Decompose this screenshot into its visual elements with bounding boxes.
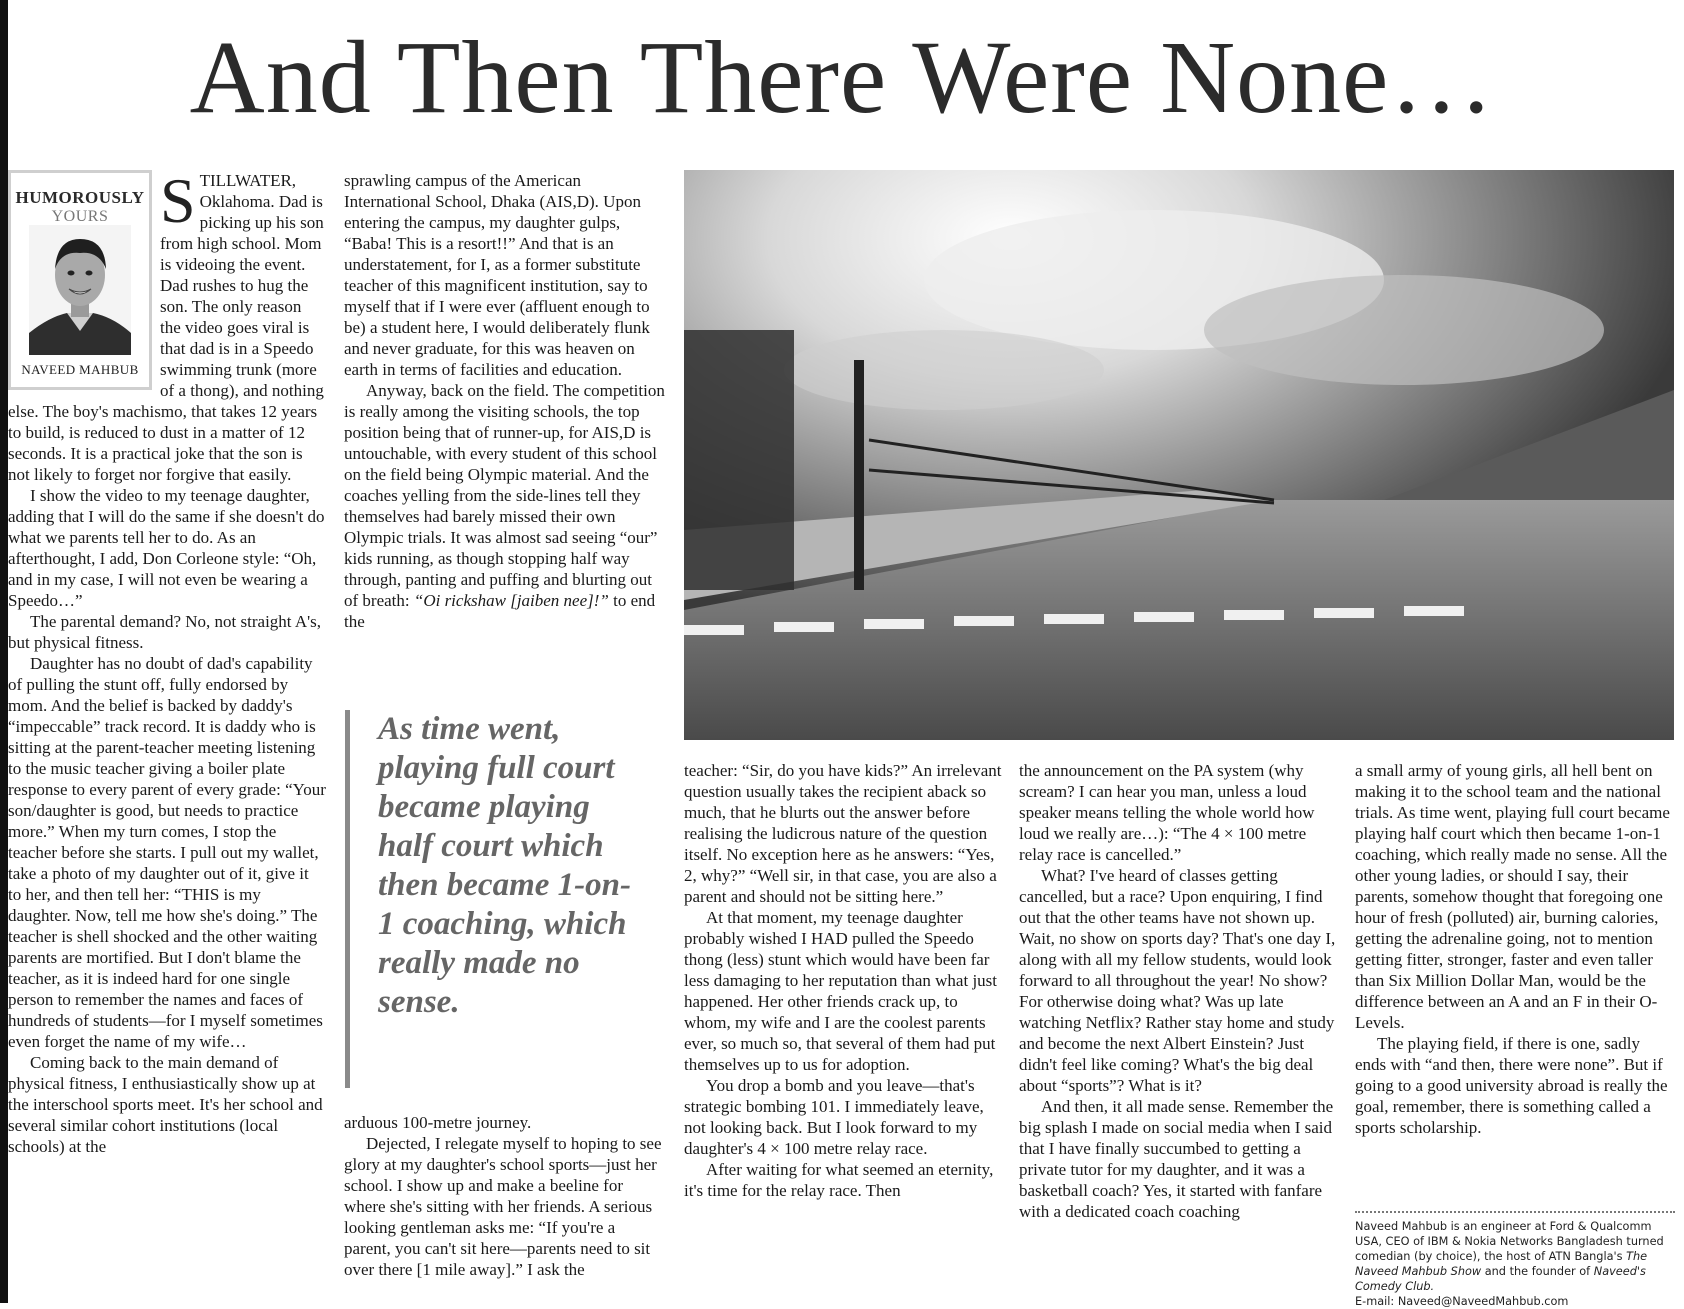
- paragraph-text: to end the: [344, 591, 656, 631]
- paragraph: sprawling campus of the American International School, Dhaka (AIS,D). Upon entering the campus, my daughter gulps, “Baba! This is a resort!!” And that is an understatement, for I, as a former substitute teacher of this magnificent institution, say to myself that if I were ever (affluent enough to be) a student here, I would deliberately flunk and never graduate, for this was heaven on earth in terms of facilities and education.: [344, 171, 650, 379]
- paragraph: The parental demand? No, not straight A's, but physical fitness.: [8, 612, 322, 652]
- paragraph: a small army of young girls, all hell bent on making it to the school team and the national trials. As time went, playing full court became playing half court which then became 1-on-1 coaching, which really made no sense. All the other young ladies, or should I say, their parents, somehow thought that foregoing one hour of fresh (polluted) air, burning calories, getting the adrenaline going, not to mention getting fitter, stronger, faster and even taller than Six Million Dollar Man, would be the difference between an A and an F in their O-Levels.: [1355, 761, 1670, 1032]
- column-4: [1019, 760, 1337, 1222]
- column-2-bottom: [344, 1112, 666, 1280]
- paragraph: Dejected, I relegate myself to hoping to see glory at my daughter's school sports—just her school. I show up and make a beeline for where she's sitting with her friends. A serious looking gentleman asks me: “If you're a parent, you can't sit here—parents need to sit over there [1 mile away].” I ask the: [344, 1134, 662, 1279]
- race-track-photo: [684, 170, 1674, 740]
- paragraph: After waiting for what seemed an eternity, it's time for the relay race. Then: [684, 1160, 994, 1200]
- column-title: HUMOROUSLY: [15, 188, 145, 207]
- show-name: The Naveed Mahbub Show: [1355, 1250, 1648, 1278]
- pull-quote: As time went, playing full court became playing half court which then became 1-on-1 coaching, which really made no sense.: [345, 710, 635, 1088]
- author-portrait: [29, 225, 131, 355]
- left-edge-bar: [0, 0, 8, 1303]
- column-1: [8, 165, 326, 1157]
- author-name: NAVEED MAHBUB: [21, 362, 139, 377]
- column-header-box: [8, 170, 152, 390]
- paragraph: Daughter has no doubt of dad's capability of pulling the stunt off, fully endorsed by mom. And the belief is backed by daddy's “impeccable” track record. It is daddy who is sitting at the parent-teacher meeting listening to the music teacher giving a boiler plate response to every parent of every grade: “Your son/daughter is good, but needs to practice more.” When my turn comes, I stop the teacher before she starts. I pull out my wallet, take a photo of my daughter out of it, give it to her, and then tell her: “THIS is my daughter. Now, tell me how she's doing.” The teacher is shell shocked and the other waiting parents are mortified. But I don't blame the teacher, as it is indeed hard for one single person to remember the names and faces of hundreds of students—for I myself sometimes even forget the name of my wife…: [8, 654, 326, 1051]
- column-5: [1355, 760, 1675, 1138]
- paragraph: And then, it all made sense. Remember the big splash I made on social media when I said that I have finally succumbed to getting a private tutor for my daughter, and it was a basketball coach? Yes, it started with fanfare with a dedicated coach coaching: [1019, 1097, 1334, 1221]
- paragraph: arduous 100-metre journey.: [344, 1113, 532, 1132]
- quoted-phrase: “Oi rickshaw [jaiben nee]!”: [413, 591, 609, 610]
- paragraph: Coming back to the main demand of physical fitness, I enthusiastically show up at the interschool sports meet. It's her school and several similar cohort institutions (local schools) at the: [8, 1053, 323, 1156]
- author-bio: [1355, 1211, 1675, 1309]
- paragraph: What? I've heard of classes getting cancelled, but a race? Upon enquiring, I find out that the other teams have not shown up. Wait, no show on sports day? That's one day I, along with all my fellow students, would look forward to all throughout the year! No show? For otherwise doing what? Was up late watching Netflix? Rather stay home and study and become the next Albert Einstein? Just didn't feel like coming? What's the big deal about “sports”? What is it?: [1019, 866, 1336, 1095]
- author-email[interactable]: E-mail: Naveed@NaveedMahbub.com: [1355, 1295, 1569, 1308]
- paragraph: teacher: “Sir, do you have kids?” An irrelevant question usually takes the recipient aback so much, that he blurts out the answer before realising the ludicrous nature of the question itself. No exception here as he answers: “Yes, 2, why?” “Well sir, in that case, you are also a parent and should not be sitting here.”: [684, 761, 1002, 906]
- bio-text: and the founder of: [1484, 1265, 1591, 1278]
- paragraph: At that moment, my teenage daughter probably wished I HAD pulled the Speedo thong (less) stunt which would have been far less damaging to her reputation than what just happened. Her other friends crack up, to whom, my wife and I are the coolest parents ever, so much so, that several of them had put themselves up to us for adoption.: [684, 908, 998, 1074]
- paragraph-text: Anyway, back on the field. The competition is really among the visiting schools, the top position being that of runner-up, for AIS,D is untouchable, with every student of this school on the field being Olympic material. And the coaches yelling from the side-lines tell they themselves had barely missed their own Olympic trials. It was almost sad seeing “our” kids running, as though stopping half way through, panting and puffing and blurting out of breath:: [344, 381, 665, 610]
- column-subtitle: YOURS: [51, 208, 109, 225]
- paragraph: I show the video to my teenage daughter, adding that I will do the same if she doesn't do what we parents tell her to do. As an afterthought, I add, Don Corleone style: “Oh, and in my case, I will not even be wearing a Speedo…”: [8, 486, 325, 610]
- club-name: Naveed's Comedy Club.: [1355, 1265, 1646, 1293]
- bio-text: Naveed Mahbub is an engineer at Ford & Qualcomm USA, CEO of IBM & Nokia Networks Bangladesh turned comedian (by choice), the host of ATN Bangla's: [1355, 1220, 1664, 1263]
- paragraph: [344, 380, 666, 632]
- paragraph: You drop a bomb and you leave—that's strategic bombing 101. I immediately leave, not looking back. But I look forward to my daughter's 4 × 100 metre relay race.: [684, 1076, 984, 1158]
- column-3: [684, 760, 1002, 1201]
- drop-cap: S: [160, 165, 196, 236]
- headline: And Then There Were None…: [189, 20, 1495, 135]
- column-2-top: [344, 170, 666, 632]
- paragraph: TILLWATER, Oklahoma. Dad is picking up his son from high school. Mom is videoing the event. Dad rushes to hug the son. The only reason the video goes viral is that dad is in a Speedo swimming trunk (more of a thong), and nothing else. The boy's machismo, that takes 12 years to build, is reduced to dust in a matter of 12 seconds. It is a practical joke that the son is not likely to forget nor forgive that easily.: [8, 171, 324, 484]
- paragraph: the announcement on the PA system (why scream? I can hear you man, unless a loud speaker means telling the whole world how loud we really are…): “The 4 × 100 metre relay race is cancelled.”: [1019, 761, 1315, 864]
- paragraph: The playing field, if there is one, sadly ends with “and then, there were none”. But if going to a good university abroad is really the goal, remember, there is something called a sports scholarship.: [1355, 1034, 1668, 1137]
